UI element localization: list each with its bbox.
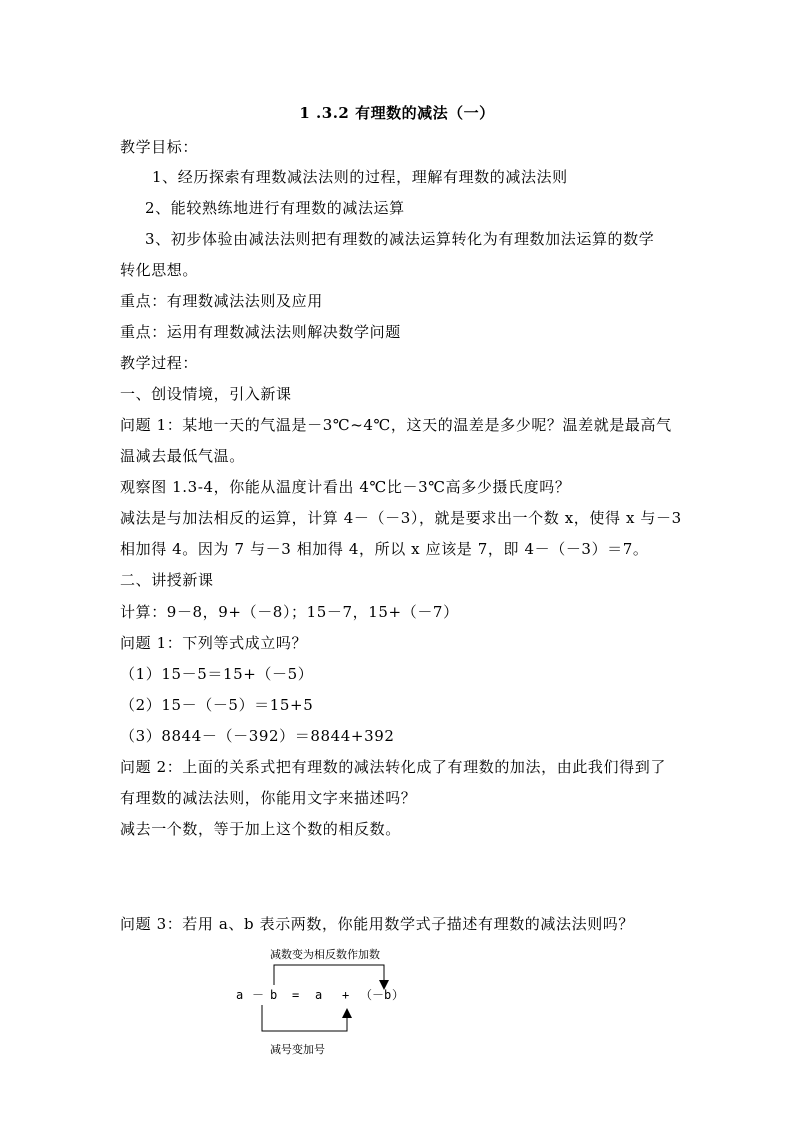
top-label: 减数变为相反数作加数	[270, 948, 380, 961]
text-line-question-3: 问题 3：若用 a、b 表示两数，你能用数学式子描述有理数的减法法则吗？	[120, 915, 634, 933]
text-line-question-1b: 问题 1：下列等式成立吗？	[120, 634, 308, 652]
formula-a2: a	[315, 988, 323, 1002]
formula-neg-b: －b	[372, 988, 392, 1002]
text-line-goal-1: 1、经历探索有理数减法法则的过程，理解有理数的减法法则	[152, 168, 568, 186]
document-title: 1 .3.2 有理数的减法（一）	[299, 104, 495, 122]
text-line-rule: 减去一个数，等于加上这个数的相反数。	[120, 820, 401, 838]
formula-plus: +	[342, 988, 350, 1002]
bottom-arrow-head	[342, 1008, 352, 1018]
text-line-equation-3: （3）8844－（－392）＝8844+392	[120, 727, 395, 745]
text-line-question-1-cont: 温减去最低气温。	[120, 447, 245, 465]
text-line-goal-3-cont: 转化思想。	[120, 261, 199, 279]
bottom-label: 减号变加号	[270, 1043, 325, 1056]
text-line-subtraction-def-cont: 相加得 4。因为 7 与－3 相加得 4，所以 x 应该是 7，即 4－（－3）＝7。	[120, 540, 649, 558]
formula-paren-close: ）	[392, 988, 405, 1002]
text-line-key-point-1: 重点：有理数减法法则及应用	[120, 292, 323, 310]
text-line-observe: 观察图 1.3-4，你能从温度计看出 4℃比－3℃高多少摄氏度吗？	[120, 478, 571, 496]
text-line-equation-2: （2）15－（－5）＝15+5	[120, 696, 314, 714]
text-line-key-point-2: 重点：运用有理数减法法则解决数学问题	[120, 323, 401, 341]
text-line-teaching-goals: 教学目标：	[120, 138, 199, 156]
text-line-question-1: 问题 1：某地一天的气温是－3℃~4℃，这天的温差是多少呢？温差就是最高气	[120, 416, 672, 434]
formula-minus: －	[252, 988, 265, 1002]
bottom-bracket-line	[262, 1005, 347, 1031]
text-line-goal-3: 3、初步体验由减法法则把有理数的减法运算转化为有理数加法运算的数学	[145, 230, 655, 248]
text-line-section-1: 一、创设情境，引入新课	[120, 385, 292, 403]
formula-paren-open: （	[360, 988, 373, 1002]
text-line-equation-1: （1）15－5＝15+（－5）	[120, 665, 314, 683]
formula-a: a	[236, 988, 244, 1002]
top-bracket-line	[274, 965, 384, 985]
text-line-subtraction-def: 减法是与加法相反的运算，计算 4－（－3），就是要求出一个数 x，使得 x 与－3	[120, 509, 682, 527]
text-line-calculate: 计算：9－8，9+（－8）；15－7，15+（－7）	[120, 603, 459, 621]
text-line-section-2: 二、讲授新课	[120, 571, 214, 589]
text-line-question-2-cont: 有理数的减法法则，你能用文字来描述吗？	[120, 789, 417, 807]
text-line-question-2: 问题 2：上面的关系式把有理数的减法转化成了有理数的加法，由此我们得到了	[120, 758, 666, 776]
text-line-goal-2: 2、能较熟练地进行有理数的减法运算	[145, 199, 405, 217]
text-line-teaching-process: 教学过程：	[120, 354, 199, 372]
formula-b: b	[270, 988, 278, 1002]
formula-equals: =	[292, 988, 300, 1002]
